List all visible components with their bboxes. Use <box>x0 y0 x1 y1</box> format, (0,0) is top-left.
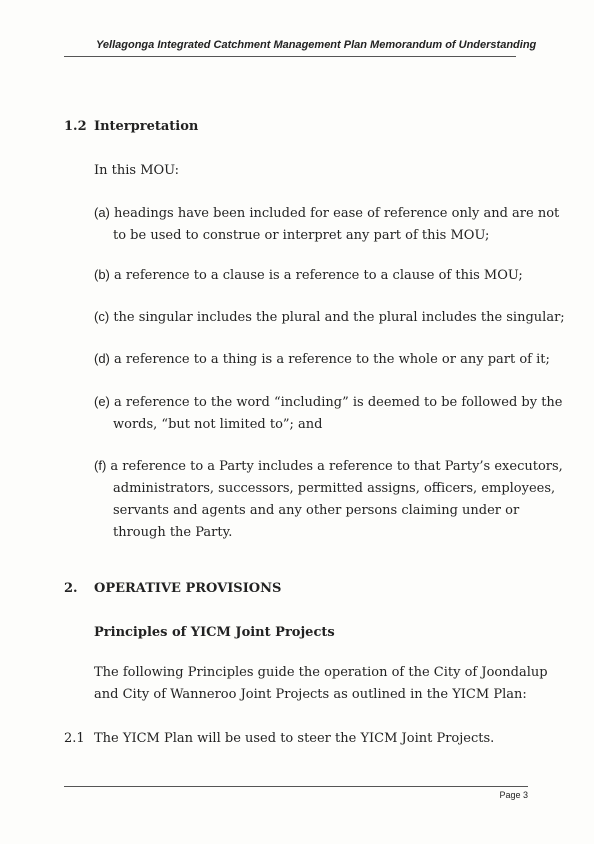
paragraph <box>94 662 548 706</box>
paragraph-line: The following Principles guide the operation of the City of Joondalup <box>94 665 548 680</box>
section-title: OPERATIVE PROVISIONS <box>94 581 282 596</box>
clause-number: 2.1 <box>64 731 85 746</box>
clause-text: The YICM Plan will be used to steer the YICM Joint Projects. <box>94 731 495 746</box>
list-item-text: headings have been included for ease of reference only and are not <box>114 206 560 221</box>
list-item-label: (d) <box>94 351 110 366</box>
list-item-text: to be used to construe or interpret any part of this MOU; <box>113 228 490 243</box>
list-item-text: words, “but not limited to”; and <box>113 417 323 432</box>
list-item-text: through the Party. <box>113 525 233 540</box>
section-number: 2. <box>64 581 78 596</box>
list-item <box>94 348 550 371</box>
list-item-label: (e) <box>94 394 110 409</box>
list-item <box>94 202 560 247</box>
list-item-text: the singular includes the plural and the plural includes the singular; <box>113 310 565 325</box>
list-item-text: servants and agents and any other persons claiming under or <box>113 503 520 518</box>
list-item <box>94 306 565 329</box>
document-header-title: Yellagonga Integrated Catchment Management Plan Memorandum of Understanding <box>96 39 537 51</box>
interpretation-intro: In this MOU: <box>94 163 180 178</box>
footer-rule <box>64 786 528 787</box>
header-rule <box>64 56 516 57</box>
section-number: 1.2 <box>64 119 87 134</box>
list-item-label: (a) <box>94 205 110 220</box>
list-item-text: a reference to the word “including” is deemed to be followed by the <box>114 395 563 410</box>
section-subtitle: Principles of YICM Joint Projects <box>94 625 335 640</box>
list-item <box>94 264 523 287</box>
list-item-text: a reference to a clause is a reference to a clause of this MOU; <box>114 268 523 283</box>
list-item-text: a reference to a Party includes a reference to that Party’s executors, <box>110 459 563 474</box>
paragraph-line: and City of Wanneroo Joint Projects as outlined in the YICM Plan: <box>94 687 527 702</box>
section-title: Interpretation <box>94 119 199 134</box>
list-item <box>94 455 563 544</box>
list-item <box>94 391 563 436</box>
list-item-label: (f) <box>94 458 107 473</box>
page-number: Page 3 <box>499 790 528 800</box>
list-item-label: (c) <box>94 309 110 324</box>
list-item-text: a reference to a thing is a reference to the whole or any part of it; <box>114 352 550 367</box>
list-item-label: (b) <box>94 267 110 282</box>
list-item-text: administrators, successors, permitted assigns, officers, employees, <box>113 481 556 496</box>
